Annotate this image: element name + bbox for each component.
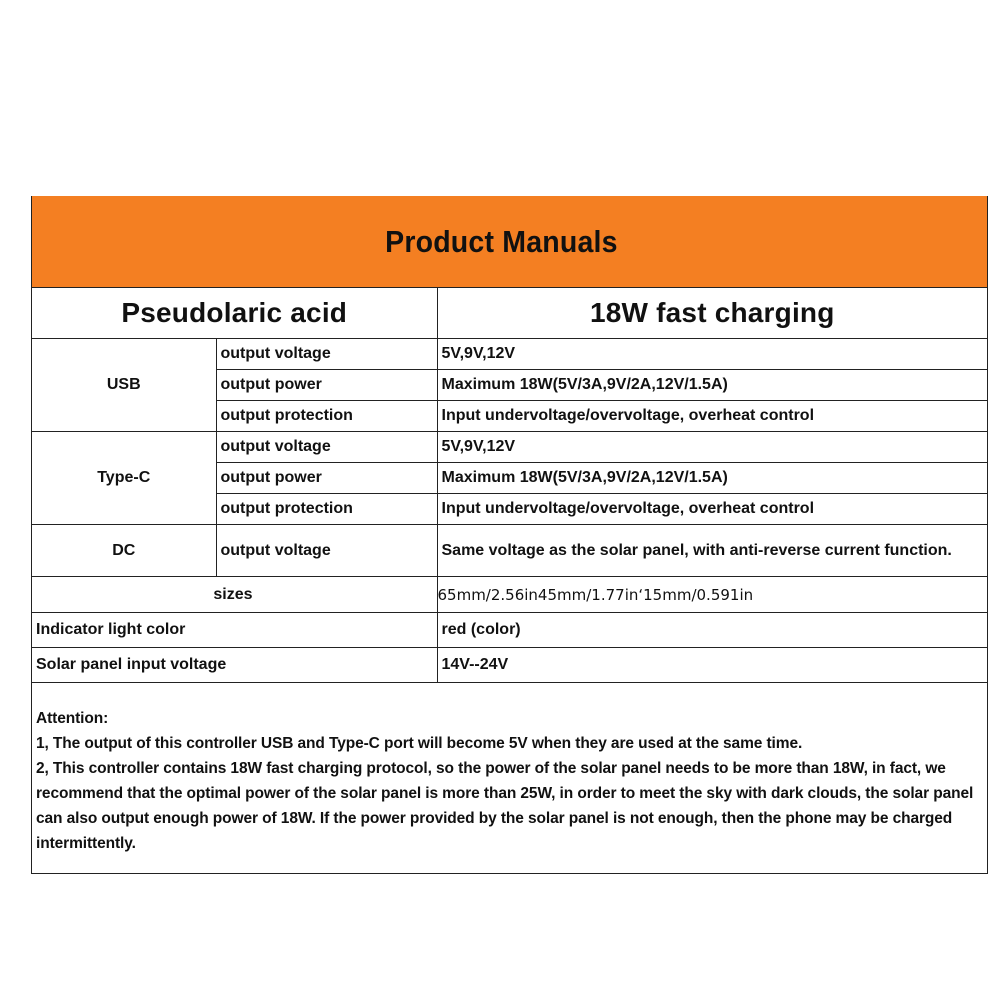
typec-group-label: Type-C	[32, 432, 216, 525]
attention-heading: Attention:	[36, 710, 109, 727]
sizes-value: 65mm/2.56in45mm/1.77in‘15mm/0.591in	[437, 577, 987, 613]
param-value: Same voltage as the solar panel, with anti-reverse current function.	[437, 525, 987, 577]
param-label: output protection	[216, 401, 437, 432]
param-label: output voltage	[216, 339, 437, 370]
table-row	[32, 339, 987, 370]
param-value: Maximum 18W(5V/3A,9V/2A,12V/1.5A)	[437, 370, 987, 401]
solar-voltage-label: Solar panel input voltage	[32, 648, 437, 683]
attention-line: 2, This controller contains 18W fast charging protocol, so the power of the solar panel needs to be more than 18W, in fact, we recommend that the optimal power of the solar panel is more than 25W, in order to meet the sky with dark clouds, the solar panel can also output enough power of 18W. If the power provided by the solar panel is not enough, then the phone may be charged intermittently.	[36, 760, 974, 852]
header-product-name: Pseudolaric acid	[32, 288, 437, 339]
table-row	[32, 577, 987, 613]
header-feature: 18W fast charging	[437, 288, 987, 339]
table-row	[32, 648, 987, 683]
table-row	[32, 525, 987, 577]
attention-notes	[36, 706, 984, 856]
param-label: output protection	[216, 494, 437, 525]
table-header-row	[32, 288, 987, 339]
param-label: output power	[216, 370, 437, 401]
title-banner	[32, 196, 987, 288]
param-value: Maximum 18W(5V/3A,9V/2A,12V/1.5A)	[437, 463, 987, 494]
param-value: Input undervoltage/overvoltage, overheat control	[437, 494, 987, 525]
param-label: output power	[216, 463, 437, 494]
param-label: output voltage	[216, 432, 437, 463]
table-row	[32, 432, 987, 463]
product-manual	[31, 196, 988, 874]
sizes-label: sizes	[32, 577, 437, 613]
spec-table	[32, 288, 987, 683]
table-row	[32, 613, 987, 648]
param-value: 5V,9V,12V	[437, 432, 987, 463]
param-label: output voltage	[216, 525, 437, 577]
param-value: Input undervoltage/overvoltage, overheat control	[437, 401, 987, 432]
solar-voltage-value: 14V--24V	[437, 648, 987, 683]
indicator-value: red (color)	[437, 613, 987, 648]
dc-group-label: DC	[32, 525, 216, 577]
page-title: Product Manuals	[385, 223, 618, 259]
indicator-label: Indicator light color	[32, 613, 437, 648]
usb-group-label: USB	[32, 339, 216, 432]
attention-line: 1, The output of this controller USB and Type-C port will become 5V when they are used at the same time.	[36, 735, 803, 752]
param-value: 5V,9V,12V	[437, 339, 987, 370]
